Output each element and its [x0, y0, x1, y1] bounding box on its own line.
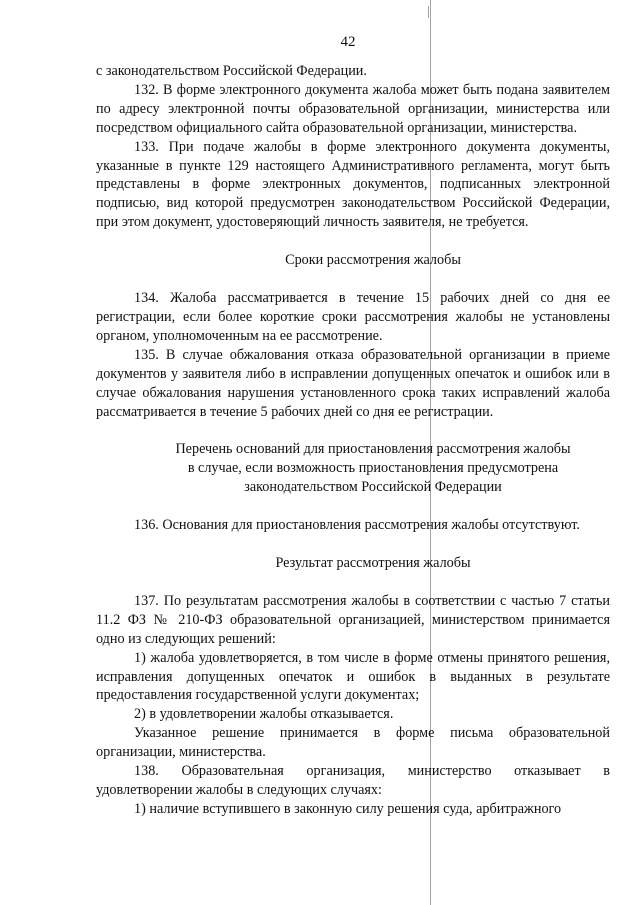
heading-suspension-line-3: законодательством Российской Федерации	[244, 479, 502, 496]
heading-suspension-line-1: Перечень оснований для приостановления рассмотрения жалобы	[175, 441, 571, 458]
page-number: 42	[340, 34, 356, 50]
heading-suspension-line-2: в случае, если возможность приостановления предусмотрена	[187, 460, 559, 477]
paragraph-continuation: с законодательством Российской Федерации.	[96, 63, 367, 79]
paragraph-135: 135. В случае обжалования отказа образовательной организации в приеме документов у заявителя либо в исправлении допущенных опечаток и ошибок или в случае обжалования нарушения установленного срока таких исправлений жалоба рассматривается в течение 5 рабочих дней со дня ее регистрации.	[96, 346, 610, 420]
document-body	[96, 62, 610, 819]
paragraph-137-item-2: 2) в удовлетворении жалобы отказывается.	[134, 706, 394, 723]
paragraph-138: 138. Образовательная организация, министерство отказывает в удовлетворении жалобы в следующих случаях:	[96, 763, 610, 798]
paragraph-133: 133. При подаче жалобы в форме электронного документа документы, указанные в пункте 129 настоящего Административного регламента, могут быть представлены в форме электронных документов, подписанных электронной подписью, вид которой предусмотрен законодательством Российской Федерации, при этом документ, удостоверяющий личность заявителя, не требуется.	[96, 138, 610, 231]
paragraph-136: 136. Основания для приостановления рассмотрения жалобы отсутствуют.	[134, 517, 580, 534]
paragraph-134: 134. Жалоба рассматривается в течение 15 рабочих дней со дня ее регистрации, если более короткие сроки рассмотрения жалобы не установлены органом, уполномоченным на ее рассмотрение.	[96, 290, 610, 344]
paragraph-137-note: Указанное решение принимается в форме письма образовательной организации, министерства.	[96, 725, 610, 761]
paragraph-137-item-1: 1) жалоба удовлетворяется, в том числе в форме отмены принятого решения, исправления допущенных опечаток и ошибок в выданных в результате предоставления государственной услуги документах;	[96, 649, 610, 704]
paragraph-137: 137. По результатам рассмотрения жалобы в соответствии с частью 7 статьи 11.2 ФЗ № 210-ФЗ образовательной организацией, министерством принимается одно из следующих решений:	[96, 592, 610, 647]
heading-complaint-result: Результат рассмотрения жалобы	[275, 555, 471, 572]
scan-artifact-tick	[428, 6, 434, 18]
heading-complaint-terms: Сроки рассмотрения жалобы	[285, 252, 461, 269]
paragraph-132: 132. В форме электронного документа жалоба может быть подана заявителем по адресу электронной почты образовательной организации, министерства или посредством официального сайта образовательной организации, министерства.	[96, 81, 610, 136]
paragraph-138-item-1: 1) наличие вступившего в законную силу решения суда, арбитражного	[134, 800, 562, 817]
